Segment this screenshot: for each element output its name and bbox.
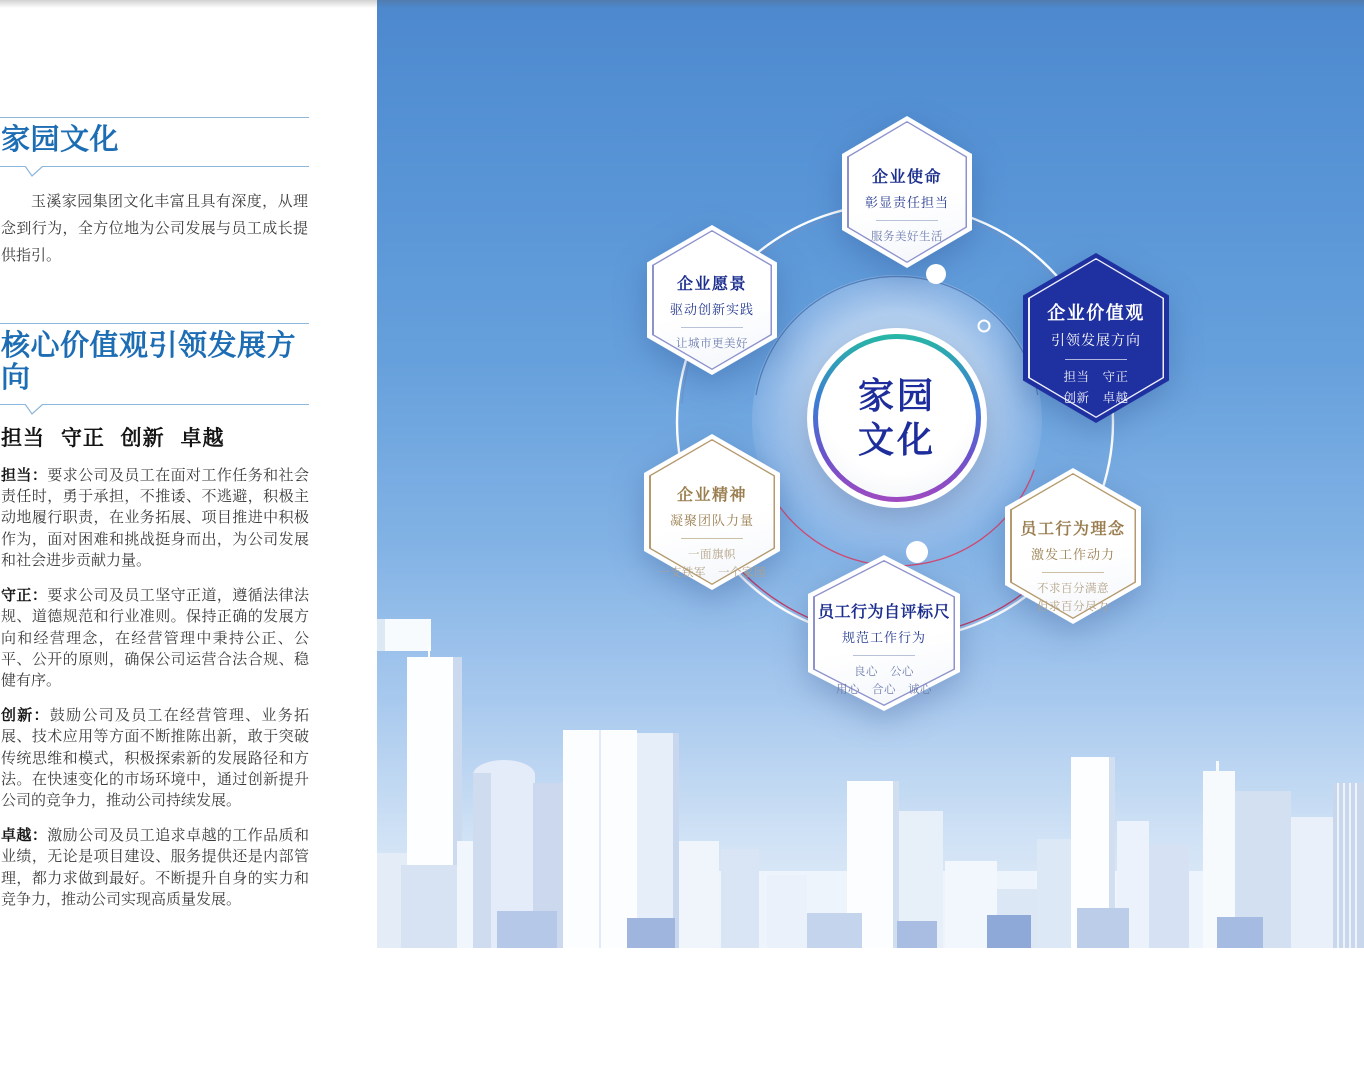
value-text: 要求公司及员工坚守正道，遵循法律法规、道德规范和行业准则。保持正确的发展方向和经营理念，在经营管理中秉持公正、公平、公开的原则，确保公司运营合法合规、稳健有序。 — [1, 586, 309, 690]
heading-rule-bottom — [0, 404, 309, 405]
heading-rule-bottom — [0, 166, 309, 167]
section-core-values — [0, 323, 309, 911]
hexagon-detail: 用心 合心 诚心 — [836, 684, 932, 697]
hexagon-self-assessment — [808, 555, 960, 711]
heading-notch-decoration — [24, 404, 46, 416]
hexagon-detail: 一支铁军 一个家园 — [658, 567, 766, 580]
hexagon-subtitle: 规范工作行为 — [841, 630, 926, 645]
hexagon-title: 企业使命 — [871, 169, 942, 186]
value-paragraph-zhuoyue — [1, 825, 309, 911]
intro-paragraph: 玉溪家园集团文化丰富且具有深度，从理念到行为，全方位地为公司发展与员工成长提供指引。 — [1, 192, 308, 264]
value-text: 鼓励公司及员工在经营管理、业务拓展、技术应用等方面不断推陈出新，敢于突破传统思维和模式，积极探索新的发展路径和方法。在快速变化的市场环境中，通过创新提升公司的竞争力，推动公司持续发展。 — [1, 706, 309, 810]
heading-rule-top — [0, 117, 309, 118]
hexagon-divider — [876, 220, 938, 221]
hexagon-title: 企业精神 — [676, 487, 747, 504]
center-circle-inner — [818, 339, 976, 497]
hexagon-mission — [842, 116, 972, 268]
value-paragraph-dandang — [1, 465, 309, 572]
hexagon-values — [1023, 253, 1169, 423]
hexagon-detail: 良心 公心 — [854, 666, 914, 678]
value-term: 守正： — [1, 586, 48, 604]
hexagon-subtitle: 引领发展方向 — [1051, 332, 1141, 348]
hexagon-detail: 但求百分尽力 — [1037, 601, 1109, 614]
hexagon-detail: 担当 守正 — [1063, 370, 1129, 384]
hexagon-divider — [681, 538, 743, 539]
hexagon-divider — [1042, 572, 1104, 573]
hexagon-detail: 不求百分满意 — [1037, 583, 1109, 595]
center-culture-circle — [807, 328, 987, 508]
hexagon-detail: 一面旗帜 — [688, 549, 736, 561]
section-home-culture — [0, 117, 309, 269]
hexagon-title: 企业价值观 — [1047, 303, 1145, 323]
hexagon-vision — [647, 225, 777, 375]
value-term: 创新： — [1, 706, 50, 724]
page-title: 家园文化 — [1, 124, 120, 156]
hexagon-spirit — [644, 434, 780, 590]
core-values-keywords: 担当 守正 创新 卓越 — [1, 426, 225, 450]
hexagon-detail: 让城市更美好 — [676, 338, 748, 350]
hexagon-subtitle: 驱动创新实践 — [669, 302, 754, 317]
hexagon-behavior-concept — [1005, 468, 1141, 624]
core-values-title: 核心价值观引领发展方向 — [1, 329, 297, 394]
value-term: 担当： — [1, 466, 48, 484]
center-title: 家园 文化 — [857, 375, 936, 460]
hexagon-detail: 创新 卓越 — [1063, 390, 1129, 405]
value-text: 要求公司及员工在面对工作任务和社会责任时，勇于承担，不推诿、不逃避，积极主动地履行职责，在业务拓展、项目推进中积极作为，面对困难和挑战挺身而出，为公司发展和社会进步贡献力量。 — [1, 466, 309, 570]
value-term: 卓越： — [1, 826, 48, 844]
hexagon-divider — [681, 327, 743, 328]
value-paragraph-chuangxin — [1, 705, 309, 812]
hexagon-divider — [853, 655, 915, 656]
hexagon-subtitle: 彰显责任担当 — [864, 195, 949, 210]
culture-diagram-panel — [377, 0, 1364, 948]
hexagon-subtitle: 凝聚团队力量 — [669, 513, 754, 528]
hexagon-title: 员工行为理念 — [1020, 521, 1126, 538]
heading-notch-decoration — [24, 166, 46, 178]
value-paragraph-shouzheng — [1, 585, 309, 692]
gradient-ring — [813, 334, 981, 502]
hexagon-detail: 服务美好生活 — [871, 231, 943, 243]
left-text-column — [0, 117, 309, 910]
value-text: 激励公司及员工追求卓越的工作品质和业绩，无论是项目建设、服务提供还是内部管理，都力求做到最好。不断提升自身的实力和竞争力，推动公司实现高质量发展。 — [1, 826, 309, 908]
heading-rule-top — [0, 323, 309, 324]
hexagon-subtitle: 激发工作动力 — [1030, 547, 1115, 562]
hexagon-divider — [1065, 359, 1127, 360]
hexagon-title: 员工行为自评标尺 — [817, 604, 950, 621]
hexagon-title: 企业愿景 — [676, 276, 747, 293]
